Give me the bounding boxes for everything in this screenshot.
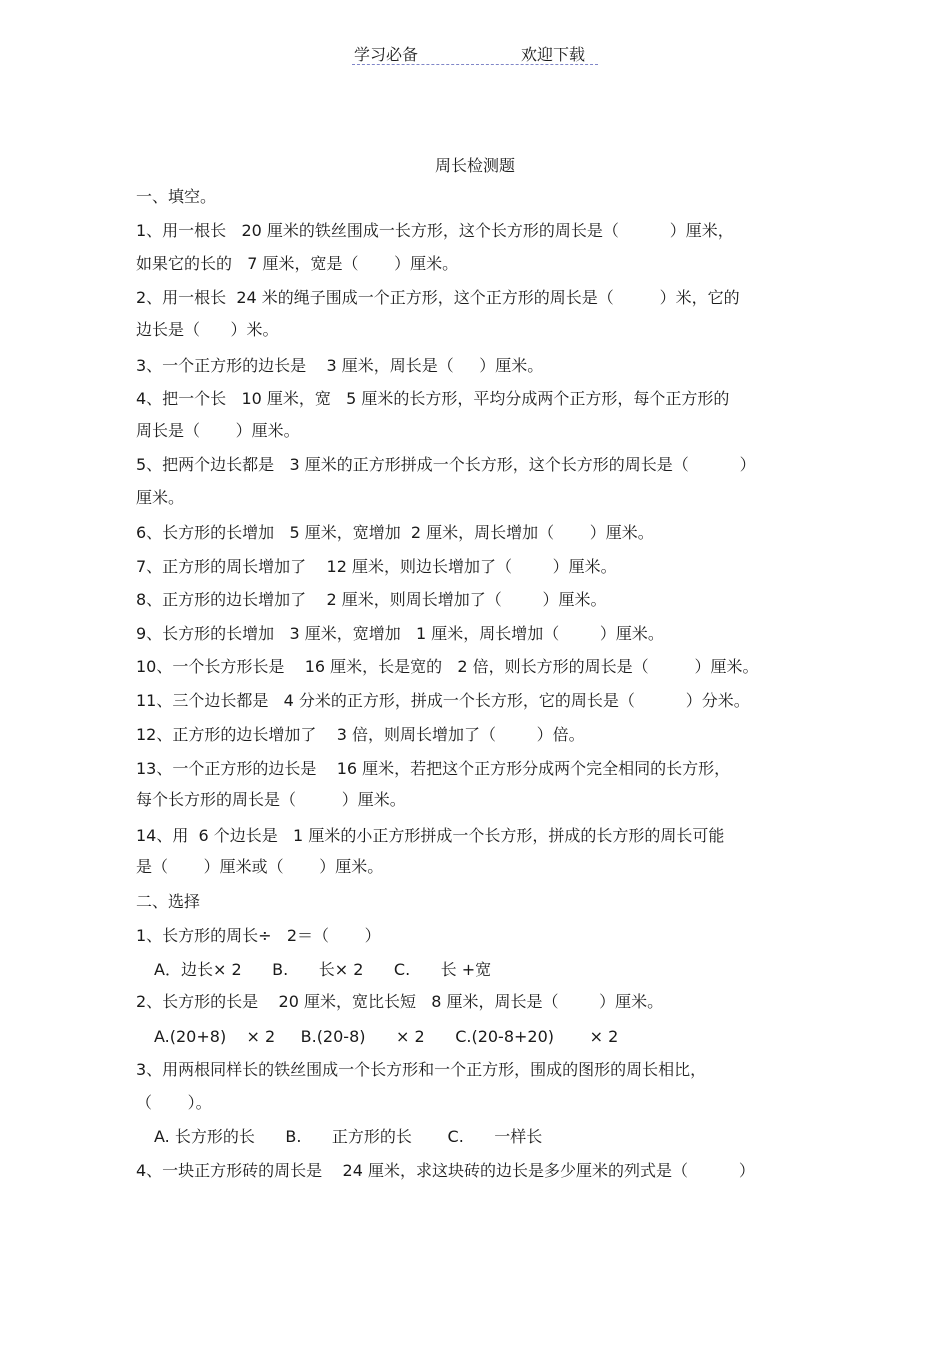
question-line: 4、把一个长 10 厘米，宽 5 厘米的长方形，平均分成两个正方形，每个正方形的 (136, 389, 730, 408)
question-line: 14、用 6 个边长是 1 厘米的小正方形拼成一个长方形，拼成的长方形的周长可能 (136, 826, 725, 845)
header-right-text: 欢迎下载 (521, 45, 586, 64)
question-line: 9、长方形的长增加 3 厘米，宽增加 1 厘米，周长增加（ ）厘米。 (136, 624, 664, 643)
section-heading-fill: 一、填空。 (136, 187, 217, 206)
question-line: 2、用一根长 24 米的绳子围成一个正方形，这个正方形的周长是（ ）米，它的 (136, 288, 740, 307)
document-title: 周长检测题 (434, 156, 515, 175)
answer-options: A．边长× 2 B. 长× 2 C. 长 +宽 (154, 960, 492, 979)
question-line: 11、三个边长都是 4 分米的正方形，拼成一个长方形，它的周长是（ ）分米。 (136, 691, 750, 710)
question-line: 1、长方形的周长÷ 2＝（ ） (136, 926, 381, 945)
question-line: 是（ ）厘米或（ ）厘米。 (136, 857, 384, 876)
question-line: 7、正方形的周长增加了 12 厘米，则边长增加了（ ）厘米。 (136, 557, 617, 576)
answer-options: A.(20+8) × 2 B.(20-8) × 2 C.(20-8+20) × 2 (154, 1027, 619, 1046)
question-line: 12、正方形的边长增加了 3 倍，则周长增加了（ ）倍。 (136, 725, 585, 744)
question-line: 2、长方形的长是 20 厘米，宽比长短 8 厘米，周长是（ ）厘米。 (136, 992, 664, 1011)
question-line: （ ）。 (136, 1093, 212, 1112)
question-line: 1、用一根长 20 厘米的铁丝围成一长方形，这个长方形的周长是（ ）厘米， (136, 221, 734, 240)
question-line: 4、一块正方形砖的周长是 24 厘米，求这块砖的边长是多少厘米的列式是（ ） (136, 1161, 755, 1180)
header-left-text: 学习必备 (354, 45, 419, 64)
question-line: 3、一个正方形的边长是 3 厘米，周长是（ ）厘米。 (136, 356, 544, 375)
question-line: 8、正方形的边长增加了 2 厘米，则周长增加了（ ）厘米。 (136, 590, 607, 609)
question-line: 厘米。 (136, 488, 185, 507)
question-line: 13、一个正方形的边长是 16 厘米，若把这个正方形分成两个完全相同的长方形， (136, 759, 731, 778)
question-line: 6、长方形的长增加 5 厘米，宽增加 2 厘米，周长增加（ ）厘米。 (136, 523, 654, 542)
section-heading-choice: 二、选择 (136, 892, 201, 911)
question-line: 每个长方形的周长是（ ）厘米。 (136, 790, 406, 809)
question-line: 边长是（ ）米。 (136, 320, 279, 339)
question-line: 10、一个长方形长是 16 厘米，长是宽的 2 倍，则长方形的周长是（ ）厘米。 (136, 657, 759, 676)
page-header (352, 40, 598, 66)
header-dashed-rule (352, 64, 598, 65)
question-line: 3、用两根同样长的铁丝围成一个长方形和一个正方形，围成的图形的周长相比， (136, 1060, 707, 1079)
question-line: 5、把两个边长都是 3 厘米的正方形拼成一个长方形，这个长方形的周长是（ ） (136, 455, 756, 474)
question-line: 如果它的长的 7 厘米，宽是（ ）厘米。 (136, 254, 459, 273)
answer-options: A. 长方形的长 B. 正方形的长 C. 一样长 (154, 1127, 543, 1146)
question-line: 周长是（ ）厘米。 (136, 421, 300, 440)
